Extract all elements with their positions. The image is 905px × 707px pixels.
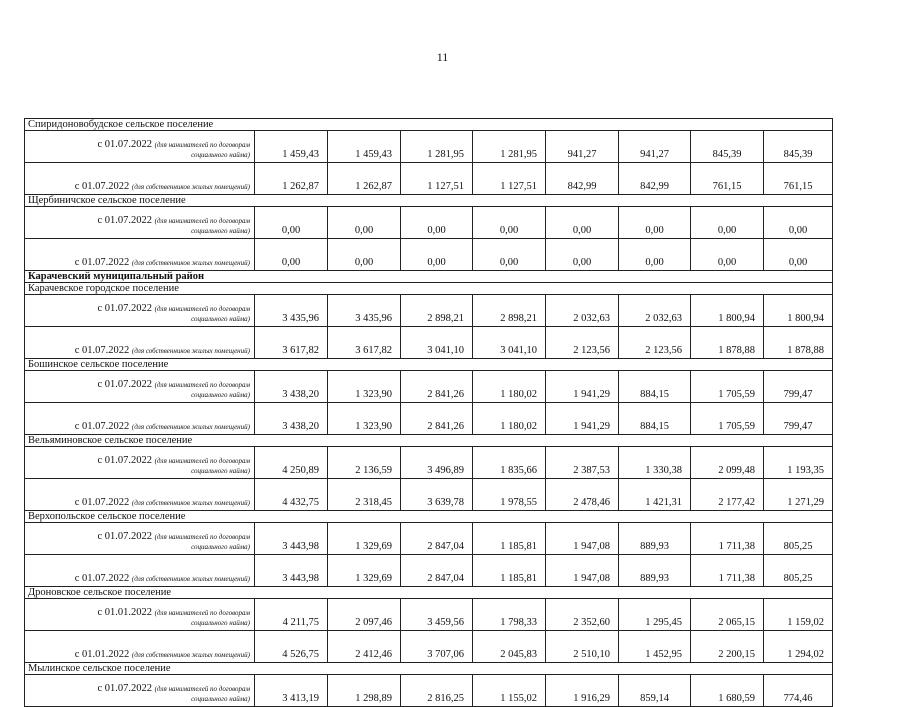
- row-date: с 01.07.2022: [97, 303, 153, 314]
- row-note-continued: социального найма): [191, 467, 250, 475]
- table-row: [25, 163, 833, 195]
- value-cell: 2 847,04: [401, 555, 473, 587]
- row-note: (для нанимателей по договорам: [154, 381, 250, 389]
- value-cell: 2 847,04: [401, 523, 473, 555]
- row-date: с 01.01.2022: [97, 607, 153, 618]
- value-cell: 2 136,59: [328, 447, 401, 479]
- value-cell: 1 941,29: [546, 403, 619, 435]
- value-cell: 842,99: [546, 163, 619, 195]
- row-label: [25, 447, 255, 479]
- value-cell: 1 835,66: [473, 447, 546, 479]
- value-cell: 1 798,33: [473, 599, 546, 631]
- value-cell: 3 435,96: [328, 295, 401, 327]
- row-label: [25, 239, 255, 271]
- value-cell: 2 510,10: [546, 631, 619, 663]
- row-note: (для нанимателей по договорам: [154, 141, 250, 149]
- value-cell: 1 459,43: [328, 131, 401, 163]
- value-cell: 1 916,29: [546, 675, 619, 707]
- value-cell: 2 097,46: [328, 599, 401, 631]
- row-date: с 01.07.2022: [97, 683, 153, 694]
- row-note: (для нанимателей по договорам: [154, 217, 250, 225]
- value-cell: 1 323,90: [328, 371, 401, 403]
- value-cell: 0,00: [619, 239, 691, 271]
- value-cell: 3 413,19: [255, 675, 328, 707]
- value-cell: 3 438,20: [255, 371, 328, 403]
- settlement-header-row: [25, 511, 833, 523]
- row-date: с 01.07.2022: [74, 421, 130, 432]
- settlement-title: Вельяминовское сельское поселение: [25, 435, 833, 447]
- tariff-table-body: [25, 119, 833, 707]
- value-cell: 2 841,26: [401, 403, 473, 435]
- value-cell: 1 294,02: [764, 631, 833, 663]
- value-cell: 1 800,94: [691, 295, 764, 327]
- table-row: [25, 675, 833, 707]
- value-cell: 1 330,38: [619, 447, 691, 479]
- row-label: [25, 207, 255, 239]
- table-row: [25, 555, 833, 587]
- row-note-continued: социального найма): [191, 315, 250, 323]
- value-cell: 4 432,75: [255, 479, 328, 511]
- row-note: (для собственников жилых помещений): [131, 651, 250, 659]
- row-label: [25, 295, 255, 327]
- value-cell: 1 680,59: [691, 675, 764, 707]
- table-row: [25, 239, 833, 271]
- value-cell: 2 123,56: [546, 327, 619, 359]
- value-cell: 1 180,02: [473, 403, 546, 435]
- value-cell: 1 878,88: [764, 327, 833, 359]
- row-date: с 01.07.2022: [97, 379, 153, 390]
- value-cell: 761,15: [691, 163, 764, 195]
- value-cell: 2 898,21: [401, 295, 473, 327]
- row-date: с 01.07.2022: [97, 215, 153, 226]
- row-label: [25, 403, 255, 435]
- row-label: [25, 131, 255, 163]
- value-cell: 1 127,51: [401, 163, 473, 195]
- value-cell: 2 816,25: [401, 675, 473, 707]
- row-note-continued: социального найма): [191, 695, 250, 703]
- row-note-continued: социального найма): [191, 543, 250, 551]
- settlement-header-row: [25, 283, 833, 295]
- value-cell: 1 452,95: [619, 631, 691, 663]
- value-cell: 1 800,94: [764, 295, 833, 327]
- row-note-continued: социального найма): [191, 619, 250, 627]
- value-cell: 0,00: [473, 239, 546, 271]
- settlement-title: Бошинское сельское поселение: [25, 359, 833, 371]
- value-cell: 0,00: [764, 207, 833, 239]
- row-note: (для нанимателей по договорам: [154, 685, 250, 693]
- value-cell: 1 281,95: [401, 131, 473, 163]
- table-row: [25, 447, 833, 479]
- value-cell: 1 193,35: [764, 447, 833, 479]
- value-cell: 1 421,31: [619, 479, 691, 511]
- row-note: (для нанимателей по договорам: [154, 609, 250, 617]
- row-note-continued: социального найма): [191, 151, 250, 159]
- value-cell: 2 045,83: [473, 631, 546, 663]
- row-label: [25, 599, 255, 631]
- value-cell: 1 329,69: [328, 523, 401, 555]
- value-cell: 4 526,75: [255, 631, 328, 663]
- table-row: [25, 371, 833, 403]
- value-cell: 2 352,60: [546, 599, 619, 631]
- value-cell: 2 065,15: [691, 599, 764, 631]
- value-cell: 884,15: [619, 403, 691, 435]
- value-cell: 3 041,10: [473, 327, 546, 359]
- table-row: [25, 479, 833, 511]
- settlement-header-row: [25, 119, 833, 131]
- value-cell: 774,46: [764, 675, 833, 707]
- value-cell: 1 281,95: [473, 131, 546, 163]
- value-cell: 1 159,02: [764, 599, 833, 631]
- value-cell: 0,00: [255, 239, 328, 271]
- value-cell: 1 329,69: [328, 555, 401, 587]
- settlement-title: Спиридоновобудское сельское поселение: [25, 119, 833, 131]
- value-cell: 1 947,08: [546, 523, 619, 555]
- row-note: (для собственников жилых помещений): [131, 347, 250, 355]
- value-cell: 3 496,89: [401, 447, 473, 479]
- value-cell: 941,27: [546, 131, 619, 163]
- value-cell: 761,15: [764, 163, 833, 195]
- settlement-header-row: [25, 663, 833, 675]
- value-cell: 4 211,75: [255, 599, 328, 631]
- value-cell: 0,00: [546, 207, 619, 239]
- value-cell: 0,00: [401, 207, 473, 239]
- value-cell: 2 177,42: [691, 479, 764, 511]
- table-row: [25, 131, 833, 163]
- row-note: (для собственников жилых помещений): [131, 575, 250, 583]
- table-row: [25, 403, 833, 435]
- value-cell: 1 180,02: [473, 371, 546, 403]
- value-cell: 1 459,43: [255, 131, 328, 163]
- value-cell: 1 711,38: [691, 555, 764, 587]
- value-cell: 0,00: [328, 239, 401, 271]
- value-cell: 1 127,51: [473, 163, 546, 195]
- settlement-header-row: [25, 587, 833, 599]
- value-cell: 3 459,56: [401, 599, 473, 631]
- settlement-title: Щербиничское сельское поселение: [25, 195, 833, 207]
- row-date: с 01.07.2022: [74, 573, 130, 584]
- value-cell: 1 878,88: [691, 327, 764, 359]
- row-label: [25, 555, 255, 587]
- row-note: (для нанимателей по договорам: [154, 305, 250, 313]
- table-row: [25, 295, 833, 327]
- row-date: с 01.07.2022: [97, 455, 153, 466]
- value-cell: 0,00: [691, 239, 764, 271]
- value-cell: 842,99: [619, 163, 691, 195]
- district-header-row: [25, 271, 833, 283]
- value-cell: 1 941,29: [546, 371, 619, 403]
- settlement-title: Мылинское сельское поселение: [25, 663, 833, 675]
- value-cell: 859,14: [619, 675, 691, 707]
- row-label: [25, 327, 255, 359]
- value-cell: 0,00: [619, 207, 691, 239]
- value-cell: 884,15: [619, 371, 691, 403]
- row-note-continued: социального найма): [191, 391, 250, 399]
- value-cell: 2 318,45: [328, 479, 401, 511]
- table-row: [25, 207, 833, 239]
- value-cell: 1 705,59: [691, 403, 764, 435]
- value-cell: 3 443,98: [255, 555, 328, 587]
- value-cell: 1 185,81: [473, 555, 546, 587]
- value-cell: 1 185,81: [473, 523, 546, 555]
- value-cell: 3 617,82: [328, 327, 401, 359]
- settlement-title: Карачевское городское поселение: [25, 283, 833, 295]
- value-cell: 2 412,46: [328, 631, 401, 663]
- row-date: с 01.07.2022: [74, 257, 130, 268]
- value-cell: 1 271,29: [764, 479, 833, 511]
- table-row: [25, 523, 833, 555]
- row-label: [25, 523, 255, 555]
- row-date: с 01.07.2022: [97, 139, 153, 150]
- row-date: с 01.07.2022: [74, 181, 130, 192]
- value-cell: 2 387,53: [546, 447, 619, 479]
- value-cell: 3 443,98: [255, 523, 328, 555]
- value-cell: 1 323,90: [328, 403, 401, 435]
- row-note-continued: социального найма): [191, 227, 250, 235]
- row-date: с 01.07.2022: [74, 497, 130, 508]
- district-title: Карачевский муниципальный район: [25, 271, 833, 283]
- value-cell: 4 250,89: [255, 447, 328, 479]
- settlement-header-row: [25, 195, 833, 207]
- value-cell: 3 041,10: [401, 327, 473, 359]
- value-cell: 0,00: [328, 207, 401, 239]
- row-note: (для собственников жилых помещений): [131, 423, 250, 431]
- value-cell: 2 898,21: [473, 295, 546, 327]
- value-cell: 2 841,26: [401, 371, 473, 403]
- value-cell: 1 155,02: [473, 675, 546, 707]
- value-cell: 1 298,89: [328, 675, 401, 707]
- value-cell: 2 123,56: [619, 327, 691, 359]
- value-cell: 1 262,87: [328, 163, 401, 195]
- value-cell: 2 200,15: [691, 631, 764, 663]
- value-cell: 3 435,96: [255, 295, 328, 327]
- value-cell: 3 617,82: [255, 327, 328, 359]
- value-cell: 805,25: [764, 555, 833, 587]
- value-cell: 1 262,87: [255, 163, 328, 195]
- settlement-header-row: [25, 359, 833, 371]
- value-cell: 799,47: [764, 371, 833, 403]
- settlement-title: Дроновское сельское поселение: [25, 587, 833, 599]
- value-cell: 0,00: [764, 239, 833, 271]
- value-cell: 0,00: [401, 239, 473, 271]
- row-label: [25, 371, 255, 403]
- value-cell: 1 711,38: [691, 523, 764, 555]
- value-cell: 0,00: [255, 207, 328, 239]
- value-cell: 1 705,59: [691, 371, 764, 403]
- value-cell: 941,27: [619, 131, 691, 163]
- value-cell: 889,93: [619, 523, 691, 555]
- value-cell: 845,39: [764, 131, 833, 163]
- value-cell: 2 032,63: [546, 295, 619, 327]
- row-label: [25, 631, 255, 663]
- settlement-header-row: [25, 435, 833, 447]
- row-label: [25, 675, 255, 707]
- value-cell: 2 032,63: [619, 295, 691, 327]
- table-row: [25, 631, 833, 663]
- tariff-table: [24, 118, 833, 707]
- row-note: (для нанимателей по договорам: [154, 457, 250, 465]
- row-date: с 01.01.2022: [74, 649, 130, 660]
- row-date: с 01.07.2022: [74, 345, 130, 356]
- row-note: (для собственников жилых помещений): [131, 259, 250, 267]
- value-cell: 3 438,20: [255, 403, 328, 435]
- value-cell: 1 947,08: [546, 555, 619, 587]
- row-label: [25, 479, 255, 511]
- value-cell: 0,00: [473, 207, 546, 239]
- row-note: (для нанимателей по договорам: [154, 533, 250, 541]
- value-cell: 889,93: [619, 555, 691, 587]
- value-cell: 2 099,48: [691, 447, 764, 479]
- value-cell: 845,39: [691, 131, 764, 163]
- row-date: с 01.07.2022: [97, 531, 153, 542]
- value-cell: 1 295,45: [619, 599, 691, 631]
- table-row: [25, 327, 833, 359]
- value-cell: 2 478,46: [546, 479, 619, 511]
- row-label: [25, 163, 255, 195]
- page-number: 11: [436, 50, 449, 64]
- value-cell: 0,00: [691, 207, 764, 239]
- value-cell: 1 978,55: [473, 479, 546, 511]
- settlement-title: Верхопольское сельское поселение: [25, 511, 833, 523]
- value-cell: 799,47: [764, 403, 833, 435]
- value-cell: 3 707,06: [401, 631, 473, 663]
- value-cell: 805,25: [764, 523, 833, 555]
- table-row: [25, 599, 833, 631]
- row-note: (для собственников жилых помещений): [131, 183, 250, 191]
- value-cell: 0,00: [546, 239, 619, 271]
- value-cell: 3 639,78: [401, 479, 473, 511]
- row-note: (для собственников жилых помещений): [131, 499, 250, 507]
